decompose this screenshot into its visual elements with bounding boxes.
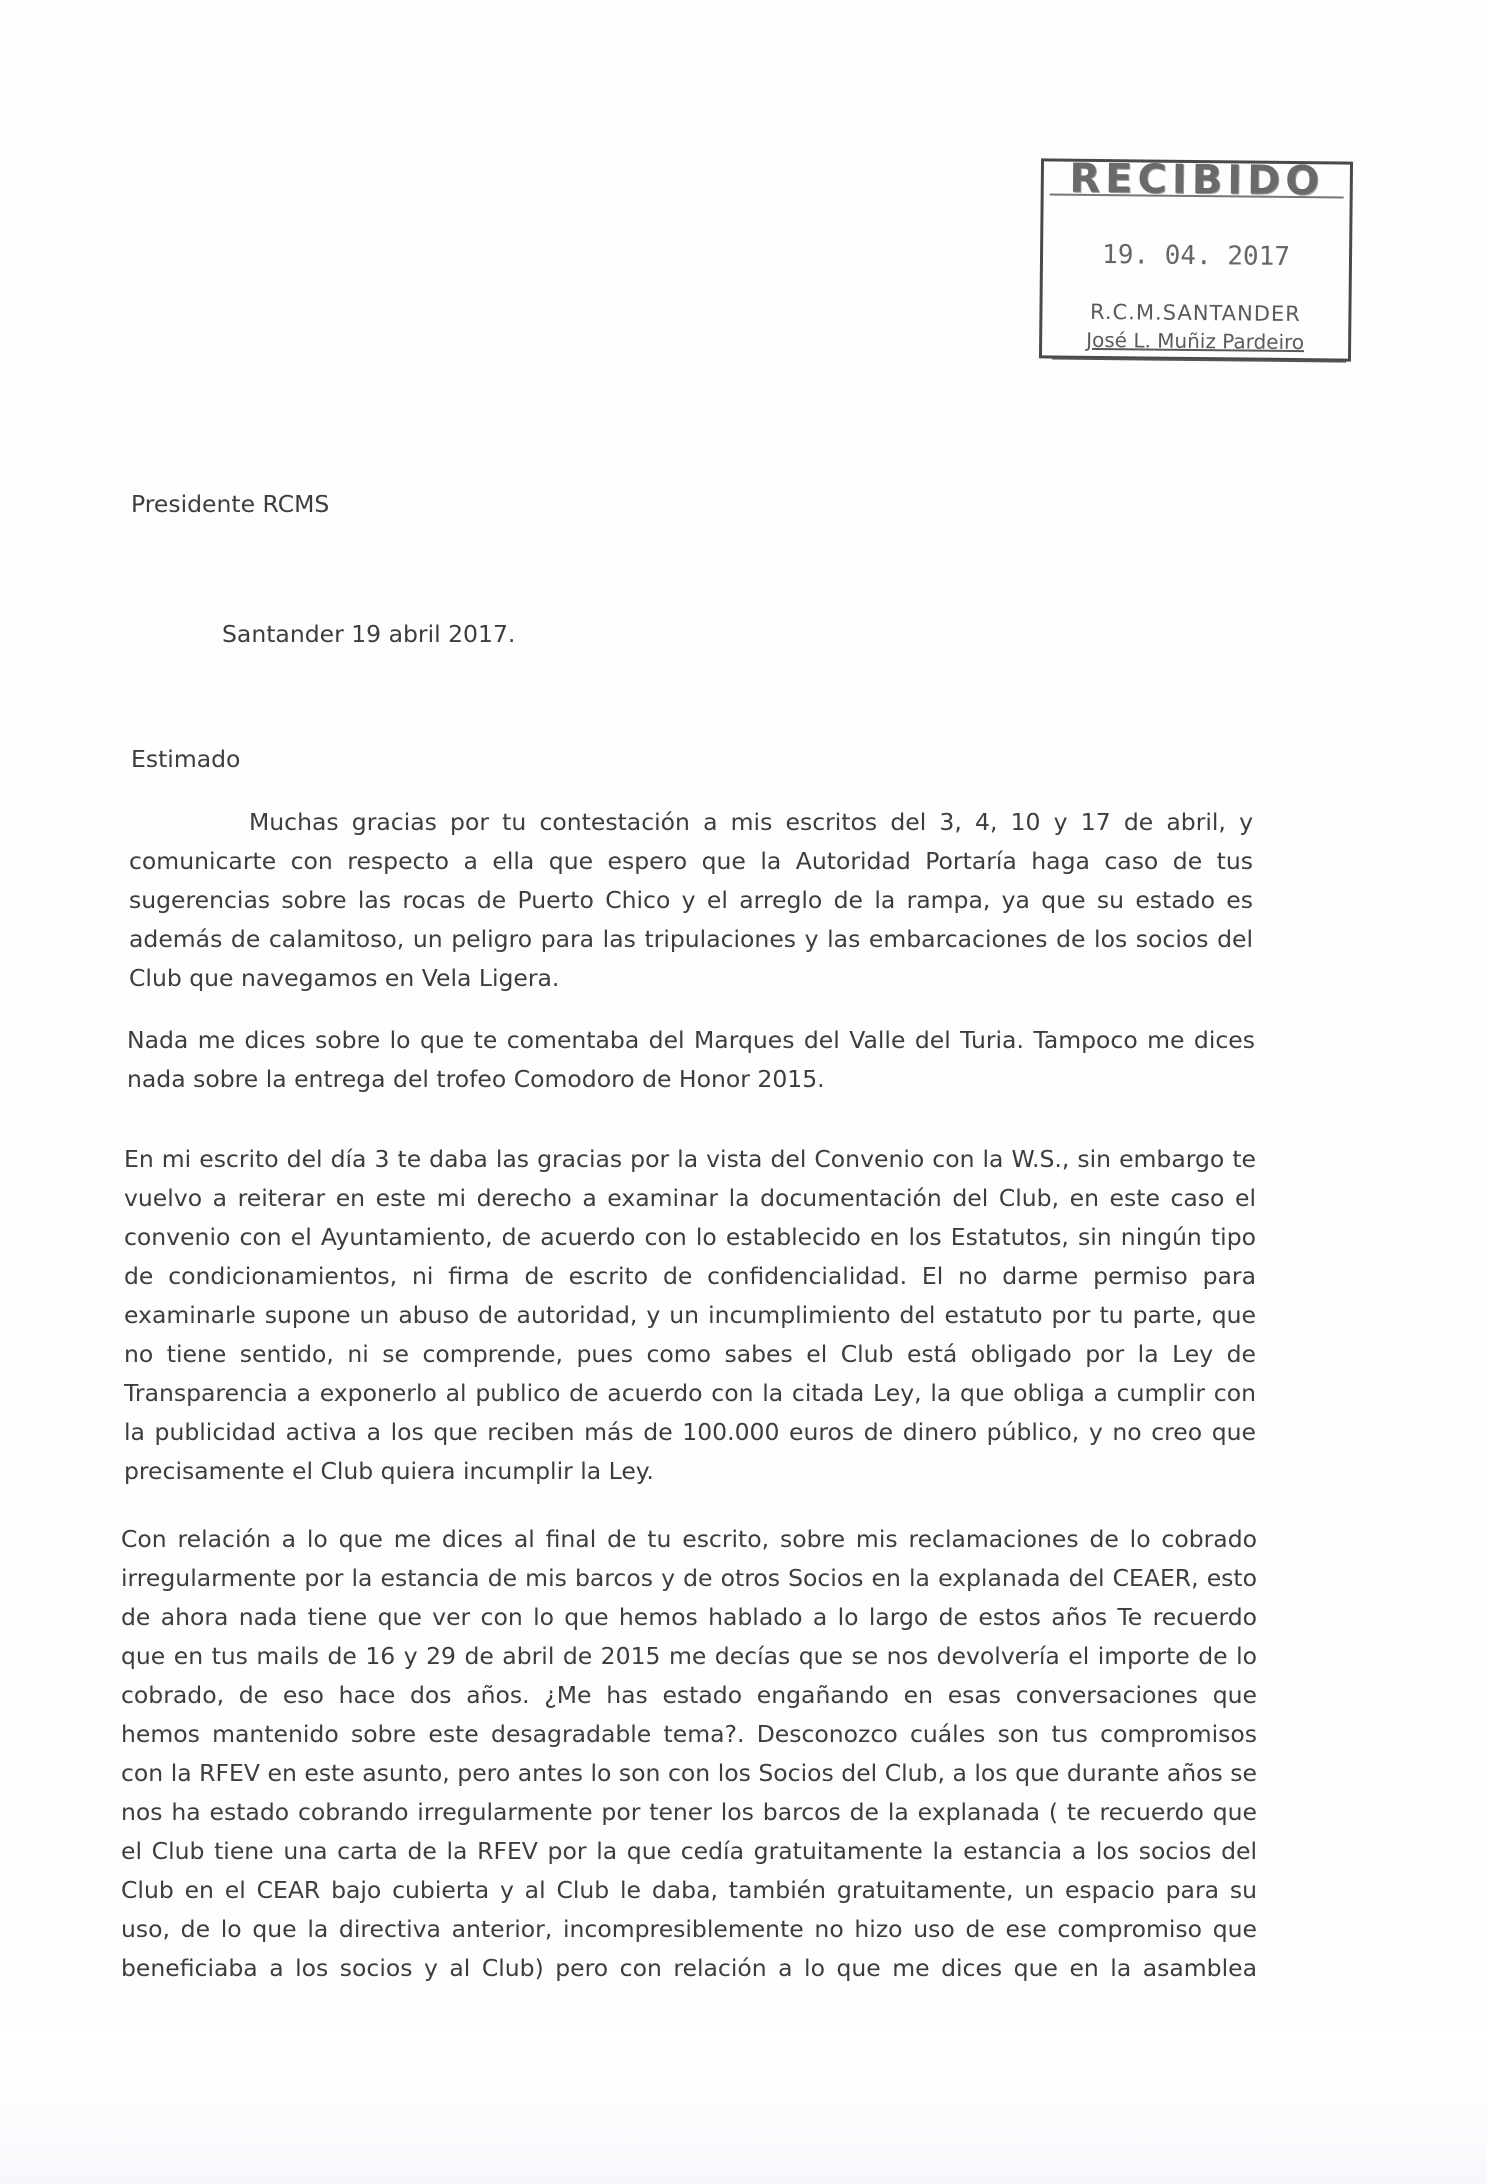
- paragraph-line: Transparencia a exponerlo al publico de acuerdo con la citada Ley, la que obliga a cumplir con: [124, 1379, 1256, 1407]
- paragraph-line: la publicidad activa a los que reciben más de 100.000 euros de dinero público, y no creo que: [124, 1418, 1256, 1446]
- paragraph-line: además de calamitoso, un peligro para las tripulaciones y las embarcaciones de los socios del: [129, 925, 1253, 953]
- place-date: Santander 19 abril 2017.: [222, 620, 516, 648]
- paragraph-line: Muchas gracias por tu contestación a mis escritos del 3, 4, 10 y 17 de abril, y: [249, 808, 1253, 836]
- paragraph-line: Club en el CEAR bajo cubierta y al Club le daba, también gratuitamente, un espacio para su: [121, 1876, 1257, 1904]
- paragraph-line: el Club tiene una carta de la RFEV por la que cedía gratuitamente la estancia a los socios del: [121, 1837, 1257, 1865]
- paragraph-line: de condicionamientos, ni firma de escrito de confidencialidad. El no darme permiso para: [124, 1262, 1256, 1290]
- paragraph-1: [129, 803, 1253, 998]
- paragraph-line: precisamente el Club quiera incumplir la Ley.: [124, 1457, 654, 1485]
- paragraph-line: Club que navegamos en Vela Ligera.: [129, 964, 560, 992]
- paragraph-line: nos ha estado cobrando irregularmente por tener los barcos de la explanada ( te recuerdo que: [121, 1798, 1257, 1826]
- paragraph-line: convenio con el Ayuntamiento, de acuerdo con lo establecido en los Estatutos, sin ningún tipo: [124, 1223, 1256, 1251]
- stamp-date: 19. 04. 2017: [1101, 240, 1291, 272]
- paragraph-line: examinarle supone un abuso de autoridad, y un incumplimiento del estatuto por tu parte, que: [124, 1301, 1256, 1329]
- paragraph-line: Nada me dices sobre lo que te comentaba del Marques del Valle del Turia. Tampoco me dices: [127, 1026, 1255, 1054]
- paragraph-line: vuelvo a reiterar en este mi derecho a examinar la documentación del Club, en este caso el: [124, 1184, 1256, 1212]
- paragraph-line: hemos mantenido sobre este desagradable tema?. Desconozco cuáles son tus compromisos: [121, 1720, 1257, 1748]
- paragraph-4: [121, 1520, 1257, 1988]
- stamp-club: R.C.M.SANTANDER: [1089, 299, 1301, 327]
- paragraph-line: comunicarte con respecto a ella que espero que la Autoridad Portaría haga caso de tus: [129, 847, 1253, 875]
- recipient: Presidente RCMS: [131, 490, 330, 518]
- paragraph-line: En mi escrito del día 3 te daba las gracias por la vista del Convenio con la W.S., sin embargo te: [124, 1145, 1256, 1173]
- paragraph-line: beneficiaba a los socios y al Club) pero con relación a lo que me dices que en la asamblea: [121, 1954, 1257, 1982]
- paragraph-line: nada sobre la entrega del trofeo Comodoro de Honor 2015.: [127, 1065, 825, 1093]
- stamp-signatory: José L. Muñiz Pardeiro: [1042, 327, 1348, 354]
- paragraph-line: con la RFEV en este asunto, pero antes lo son con los Socios del Club, a los que durante años se: [121, 1759, 1257, 1787]
- salutation: Estimado: [131, 745, 241, 773]
- paragraph-line: no tiene sentido, ni se comprende, pues como sabes el Club está obligado por la Ley de: [124, 1340, 1256, 1368]
- stamp-title: RECIBIDO: [1044, 155, 1350, 204]
- scan-bottom-shade: [0, 2030, 1487, 2184]
- paragraph-3: [124, 1140, 1256, 1491]
- paragraph-line: que en tus mails de 16 y 29 de abril de 2015 me decías que se nos devolvería el importe de lo: [121, 1642, 1257, 1670]
- paragraph-line: irregularmente por la estancia de mis barcos y de otros Socios en la explanada del CEAER, esto: [121, 1564, 1257, 1592]
- paragraph-line: Con relación a lo que me dices al final de tu escrito, sobre mis reclamaciones de lo cobrado: [121, 1525, 1257, 1553]
- paragraph-line: sugerencias sobre las rocas de Puerto Chico y el arreglo de la rampa, ya que su estado es: [129, 886, 1253, 914]
- paragraph-line: uso, de lo que la directiva anterior, incompresiblemente no hizo uso de ese compromiso que: [121, 1915, 1257, 1943]
- paragraph-2: [127, 1021, 1255, 1099]
- received-stamp: [1039, 155, 1353, 361]
- paragraph-line: de ahora nada tiene que ver con lo que hemos hablado a lo largo de estos años Te recuerdo: [121, 1603, 1257, 1631]
- paragraph-line: cobrado, de eso hace dos años. ¿Me has estado engañando en esas conversaciones que: [121, 1681, 1257, 1709]
